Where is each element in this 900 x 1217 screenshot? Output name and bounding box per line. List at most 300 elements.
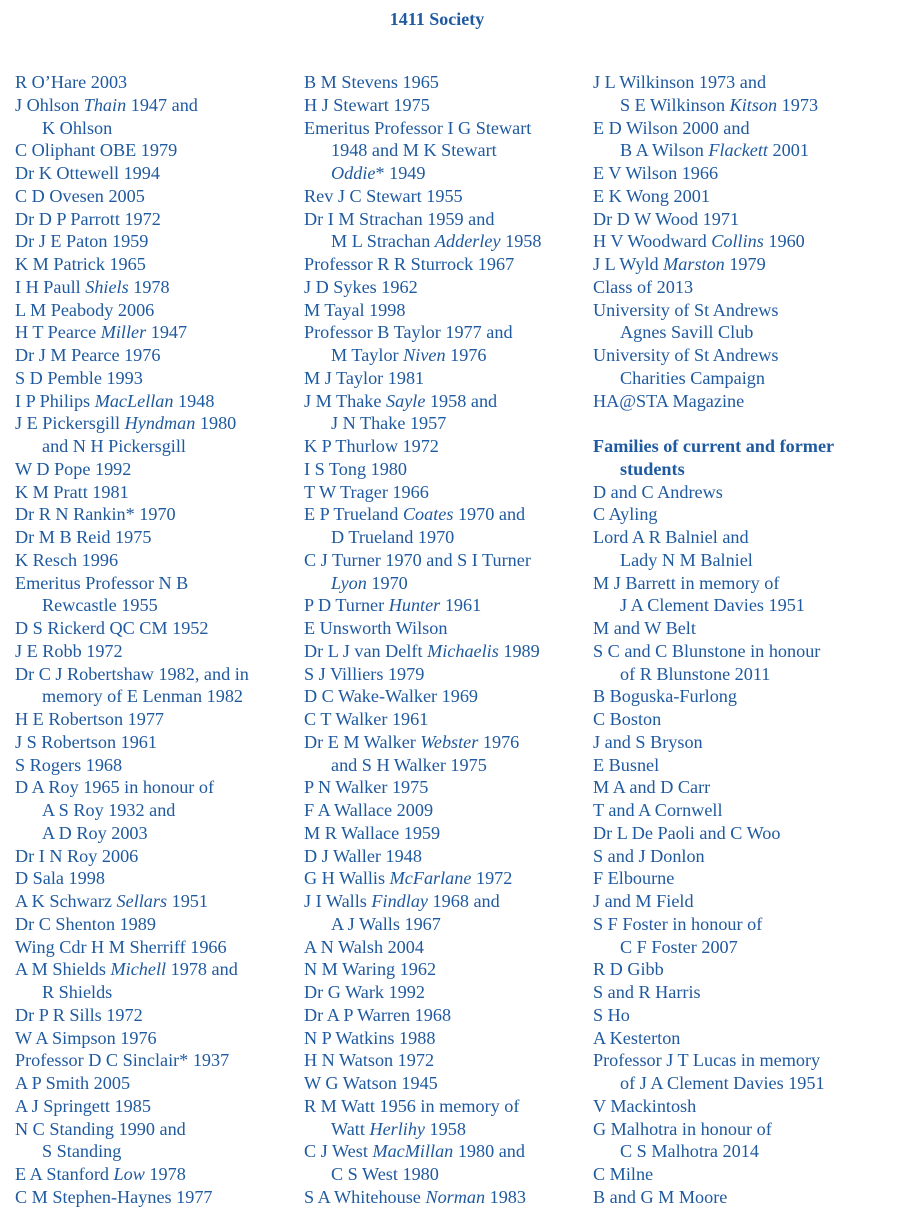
donor-entry [15,276,300,299]
entry-text: R D Gibb [593,959,664,980]
donor-entry [593,1095,893,1118]
donor-entry [593,481,893,504]
entry-line [304,845,589,868]
entry-line [593,94,893,117]
entry-text: S C and C Blunstone in honour [593,640,821,661]
donor-entry [304,799,589,822]
entry-line [304,94,589,117]
entry-line [304,822,589,845]
entry-text: J Ohlson [15,94,84,115]
entry-text: 1968 and [428,891,500,911]
entry-text: J D Sykes 1962 [304,276,418,297]
entry-text: D Sala 1998 [15,868,105,889]
donor-entry [15,572,300,618]
entry-text: C Oliphant OBE 1979 [15,140,178,161]
donor-entry [15,731,300,754]
entry-line [304,799,589,822]
donor-entry [304,663,589,686]
entry-text: H V Woodward [593,231,712,252]
donor-entry [15,1004,300,1027]
column-3 [593,71,893,1209]
maiden-name: Herlihy [369,1118,425,1139]
donor-entry [304,276,589,299]
entry-text: Emeritus Professor I G Stewart [304,117,532,138]
column-2 [304,71,589,1209]
entry-line [593,503,893,526]
entry-line [15,822,300,845]
entry-text: A M Shields [15,959,111,980]
donor-entry [15,640,300,663]
entry-line [304,731,589,754]
entry-text: 1948 and M K Stewart [331,140,497,161]
entry-line [15,458,300,481]
entry-text: S E Wilkinson [620,94,730,115]
entry-text: Charities Campaign [620,367,765,388]
donor-entry [304,458,589,481]
entry-text: M R Wallace 1959 [304,822,441,843]
entry-line [15,276,300,299]
donor-entry [304,845,589,868]
donor-entry [304,71,589,94]
entry-line [15,526,300,549]
entry-line [593,594,893,617]
entry-text: A J Springett 1985 [15,1095,151,1116]
donor-entry [593,685,893,708]
entry-text: University of St Andrews [593,299,779,320]
entry-text: Rewcastle 1955 [42,595,158,616]
entry-text: M Taylor [331,345,404,365]
maiden-name: Flackett [708,140,768,161]
entry-text: R Shields [42,982,113,1002]
donor-entry [15,1186,300,1209]
entry-text: 1960 [763,231,805,252]
entry-text: 1958 and [425,390,498,411]
entry-line [593,208,893,231]
entry-text: S A Whitehouse [304,1186,426,1207]
entry-line [304,458,589,481]
entry-line [593,867,893,890]
donor-entry [593,572,893,618]
entry-text: I S Tong 1980 [304,458,407,479]
entry-text: S D Pemble 1993 [15,367,143,388]
entry-line [304,185,589,208]
entry-text: D Trueland 1970 [331,527,455,547]
entry-line [593,344,893,367]
entry-text: K Ohlson [42,117,113,138]
entry-text: 1948 [173,390,215,411]
donor-entry [593,867,893,890]
maiden-name: MacMillan [372,1141,454,1162]
donor-entry [304,208,589,254]
entry-line [593,913,893,936]
donor-entry [593,71,893,117]
donor-entry [15,94,300,140]
donor-entry [15,708,300,731]
entry-line [593,776,893,799]
entry-text: K M Patrick 1965 [15,254,146,274]
entry-text: C J Turner 1970 and S I Turner [304,549,531,570]
entry-text: Lord A R Balniel and [593,527,749,547]
entry-line [593,276,893,299]
entry-line [15,162,300,185]
entry-text: B A Wilson [620,140,709,161]
entry-text: N C Standing 1990 and [15,1118,186,1139]
entry-text: E Busnel [593,754,660,775]
page-title: 1411 Society [389,9,485,29]
entry-text: H T Pearce [15,322,101,343]
entry-line [15,71,300,94]
entry-line [593,754,893,777]
entry-text: Dr J E Paton 1959 [15,231,149,252]
entry-text: Dr L De Paoli and C Woo [593,822,781,843]
entry-line [15,845,300,868]
entry-text: Dr R N Rankin* 1970 [15,504,176,525]
entry-line [593,117,893,140]
donor-entry [15,253,300,276]
entry-line [593,1049,893,1072]
donor-entry [15,230,300,253]
entry-text: Dr M B Reid 1975 [15,527,152,547]
donor-entry [304,94,589,117]
entry-text: F Elbourne [593,868,675,889]
entry-line [593,572,893,595]
entry-line [304,230,589,253]
entry-text: I P Philips [15,390,95,411]
maiden-name: MacLellan [94,390,174,411]
entry-text: W G Watson 1945 [304,1073,438,1093]
donor-entry [15,890,300,913]
maiden-name: Low [113,1164,145,1184]
entry-line [593,526,893,549]
donor-entry [15,526,300,549]
entry-text: F A Wallace 2009 [304,800,434,820]
entry-line [15,185,300,208]
entry-line [593,981,893,1004]
donor-entry [304,117,589,185]
entry-line [593,958,893,981]
entry-text: J A Clement Davies 1951 [620,595,805,616]
entry-text: Dr G Wark 1992 [304,982,425,1002]
entry-text: Class of 2013 [593,276,694,297]
entry-line [15,1118,300,1141]
entry-text: C D Ovesen 2005 [15,185,145,206]
entry-text: W A Simpson 1976 [15,1027,157,1048]
entry-text: J E Pickersgill [15,413,125,434]
entry-text: D J Waller 1948 [304,845,422,866]
entry-text: M J Taylor 1981 [304,367,425,388]
entry-line [593,321,893,344]
donor-entry [304,731,589,777]
donor-entry [304,435,589,458]
maiden-name: Findlay [371,891,428,911]
entry-line [304,708,589,731]
entry-text: HA@STA Magazine [593,390,745,411]
entry-text: M L Strachan [331,231,435,252]
maiden-name: Hunter [388,595,441,616]
donor-entry [593,981,893,1004]
entry-line [593,367,893,390]
entry-text: memory of E Lenman 1982 [42,686,244,707]
entry-text: 1979 [724,254,766,274]
entry-text: W D Pope 1992 [15,458,132,479]
maiden-name: Thain [83,94,127,115]
donor-entry [593,640,893,686]
donor-entry [593,958,893,981]
donor-entry [15,663,300,709]
entry-text: A P Smith 2005 [15,1073,131,1093]
entry-line [15,299,300,322]
entry-line [593,253,893,276]
donor-entry [15,776,300,844]
donor-entry [593,731,893,754]
entry-text: N M Waring 1962 [304,959,437,980]
entry-text: V Mackintosh [593,1095,697,1116]
entry-line [15,890,300,913]
entry-line [15,572,300,595]
entry-text: I H Paull [15,276,86,297]
donor-entry [15,617,300,640]
maiden-name: Sellars [116,891,168,911]
donor-entry [593,299,893,345]
donor-entry [304,185,589,208]
donor-entry [15,1049,300,1072]
maiden-name: Marston [663,254,725,274]
entry-text: 1951 [167,891,208,911]
entry-text: of R Blunstone 2011 [620,663,771,684]
entry-line [593,708,893,731]
entry-text: 1980 and [453,1141,525,1162]
entry-text: * 1949 [375,163,426,183]
entry-line [593,890,893,913]
entry-text: C S West 1980 [331,1164,439,1184]
entry-line [304,71,589,94]
entry-line [15,1140,300,1163]
entry-line [593,435,893,458]
maiden-name: Coates [402,504,454,525]
entry-text: Dr I N Roy 2006 [15,845,139,866]
maiden-name: Oddie [331,163,376,183]
donor-entry [15,299,300,322]
entry-line [15,1049,300,1072]
entry-text: J and M Field [593,891,694,911]
entry-line [15,640,300,663]
entry-text: J E Robb 1972 [15,640,123,661]
donor-entry [15,549,300,572]
donor-entry [15,1027,300,1050]
entry-line [304,1186,589,1209]
entry-line [15,1072,300,1095]
donor-entry [15,412,300,458]
donor-entry [15,1095,300,1118]
entry-text: S Rogers 1968 [15,754,123,775]
entry-line [15,617,300,640]
entry-line [304,890,589,913]
entry-text: E K Wong 2001 [593,185,710,206]
entry-text: S and J Donlon [593,845,705,866]
donor-entry [593,526,893,572]
entry-line [15,1095,300,1118]
donor-entry [593,230,893,253]
donor-entry [304,321,589,367]
entry-line [593,390,893,413]
donor-entry [304,708,589,731]
entry-line [304,1072,589,1095]
donor-entry [15,208,300,231]
entry-text: E D Wilson 2000 and [593,117,750,138]
maiden-name: Miller [100,322,147,343]
entry-text: Agnes Savill Club [620,322,754,343]
entry-text: Dr P R Sills 1972 [15,1004,143,1025]
entry-line [593,1027,893,1050]
entry-text: 1978 [144,1164,186,1184]
entry-text: Lady N M Balniel [620,549,753,570]
entry-text: G H Wallis [304,868,390,889]
donor-entry [15,458,300,481]
entry-line [15,958,300,981]
entry-line [304,572,589,595]
donor-entry [593,253,893,276]
entry-line [304,594,589,617]
entry-line [15,481,300,504]
entry-text: J S Robertson 1961 [15,731,157,752]
entry-line [15,435,300,458]
maiden-name: Michell [110,959,167,980]
donor-entry [15,503,300,526]
entry-line [304,936,589,959]
entry-text: B and G M Moore [593,1186,728,1207]
donor-entry [15,913,300,936]
entry-text: 1947 [146,322,188,343]
entry-line [15,1163,300,1186]
entry-line [593,799,893,822]
maiden-name: Hyndman [124,413,196,434]
donor-entry [15,162,300,185]
entry-text: D A Roy 1965 in honour of [15,777,215,798]
donor-entry [593,890,893,913]
donor-entry [15,367,300,390]
maiden-name: Shiels [85,276,129,297]
entry-text: A N Walsh 2004 [304,936,424,957]
entry-line [15,731,300,754]
entry-text: K M Pratt 1981 [15,481,129,502]
donor-entry [593,1118,893,1164]
maiden-name: Niven [403,345,446,365]
maiden-name: Adderley [434,231,501,252]
entry-line [304,117,589,140]
entry-line [15,390,300,413]
section-heading [593,435,893,481]
entry-line [593,230,893,253]
entry-text: M Tayal 1998 [304,299,406,320]
entry-text: Dr L J van Delft [304,640,428,661]
entry-line [15,139,300,162]
maiden-name: Kitson [729,94,778,115]
donor-entry [593,1049,893,1095]
entry-text: Watt [331,1118,370,1139]
donor-entry [15,390,300,413]
entry-line [304,617,589,640]
donor-entry [15,185,300,208]
entry-text: H E Robertson 1977 [15,709,165,729]
donor-entry [593,708,893,731]
entry-text: S F Foster in honour of [593,913,763,934]
entry-line [304,685,589,708]
donor-entry [304,1049,589,1072]
entry-line [304,321,589,344]
entry-line [304,640,589,663]
donor-entry [304,1027,589,1050]
entry-text: E P Trueland [304,504,403,525]
entry-text: C Boston [593,709,662,729]
donor-entry [593,344,893,390]
entry-text: S Ho [593,1004,630,1025]
entry-line [593,458,893,481]
entry-text: Dr J M Pearce 1976 [15,345,161,365]
entry-line [15,913,300,936]
maiden-name: McFarlane [389,868,472,889]
entry-line [593,663,893,686]
entry-line [15,708,300,731]
entry-line [15,685,300,708]
entry-line [593,1095,893,1118]
entry-line [304,1163,589,1186]
donor-entry [15,344,300,367]
entry-text: H N Watson 1972 [304,1050,435,1071]
entry-text: A S Roy 1932 and [42,800,176,820]
entry-text: A D Roy 2003 [42,822,148,843]
entry-text: 1983 [485,1186,526,1207]
entry-text: E Unsworth Wilson [304,618,448,638]
donor-entry [15,139,300,162]
entry-line [304,253,589,276]
entry-text: J and S Bryson [593,731,703,752]
entry-text: D and C Andrews [593,481,723,502]
donor-entry [304,549,589,595]
entry-text: 1972 [471,868,513,889]
entry-text: P D Turner [304,595,389,616]
donor-entry [593,799,893,822]
entry-line [304,1027,589,1050]
entry-text: Dr D P Parrott 1972 [15,208,161,229]
entry-text: J N Thake 1957 [331,413,447,434]
entry-line [15,117,300,140]
entry-line [15,936,300,959]
entry-line [304,526,589,549]
entry-line [304,390,589,413]
donor-entry [593,390,893,413]
entry-line [304,1004,589,1027]
donor-entry [304,299,589,322]
entry-text: University of St Andrews [593,345,779,365]
entry-text: 1978 [128,276,170,297]
entry-text: A K Schwarz [15,891,117,911]
entry-line [15,549,300,572]
entry-line [304,412,589,435]
entry-text: students [620,458,685,479]
entry-line [593,685,893,708]
entry-line [15,981,300,1004]
entry-text: and N H Pickersgill [42,436,186,456]
entry-text: M J Barrett in memory of [593,572,780,593]
entry-text: E A Stanford [15,1164,114,1184]
entry-text: N P Watkins 1988 [304,1027,436,1048]
entry-text: 1978 and [166,959,238,980]
entry-line [593,549,893,572]
entry-text: 1970 and [453,504,526,525]
entry-text: Dr C J Robertshaw 1982, and in [15,663,249,684]
entry-line [304,754,589,777]
entry-line [15,867,300,890]
